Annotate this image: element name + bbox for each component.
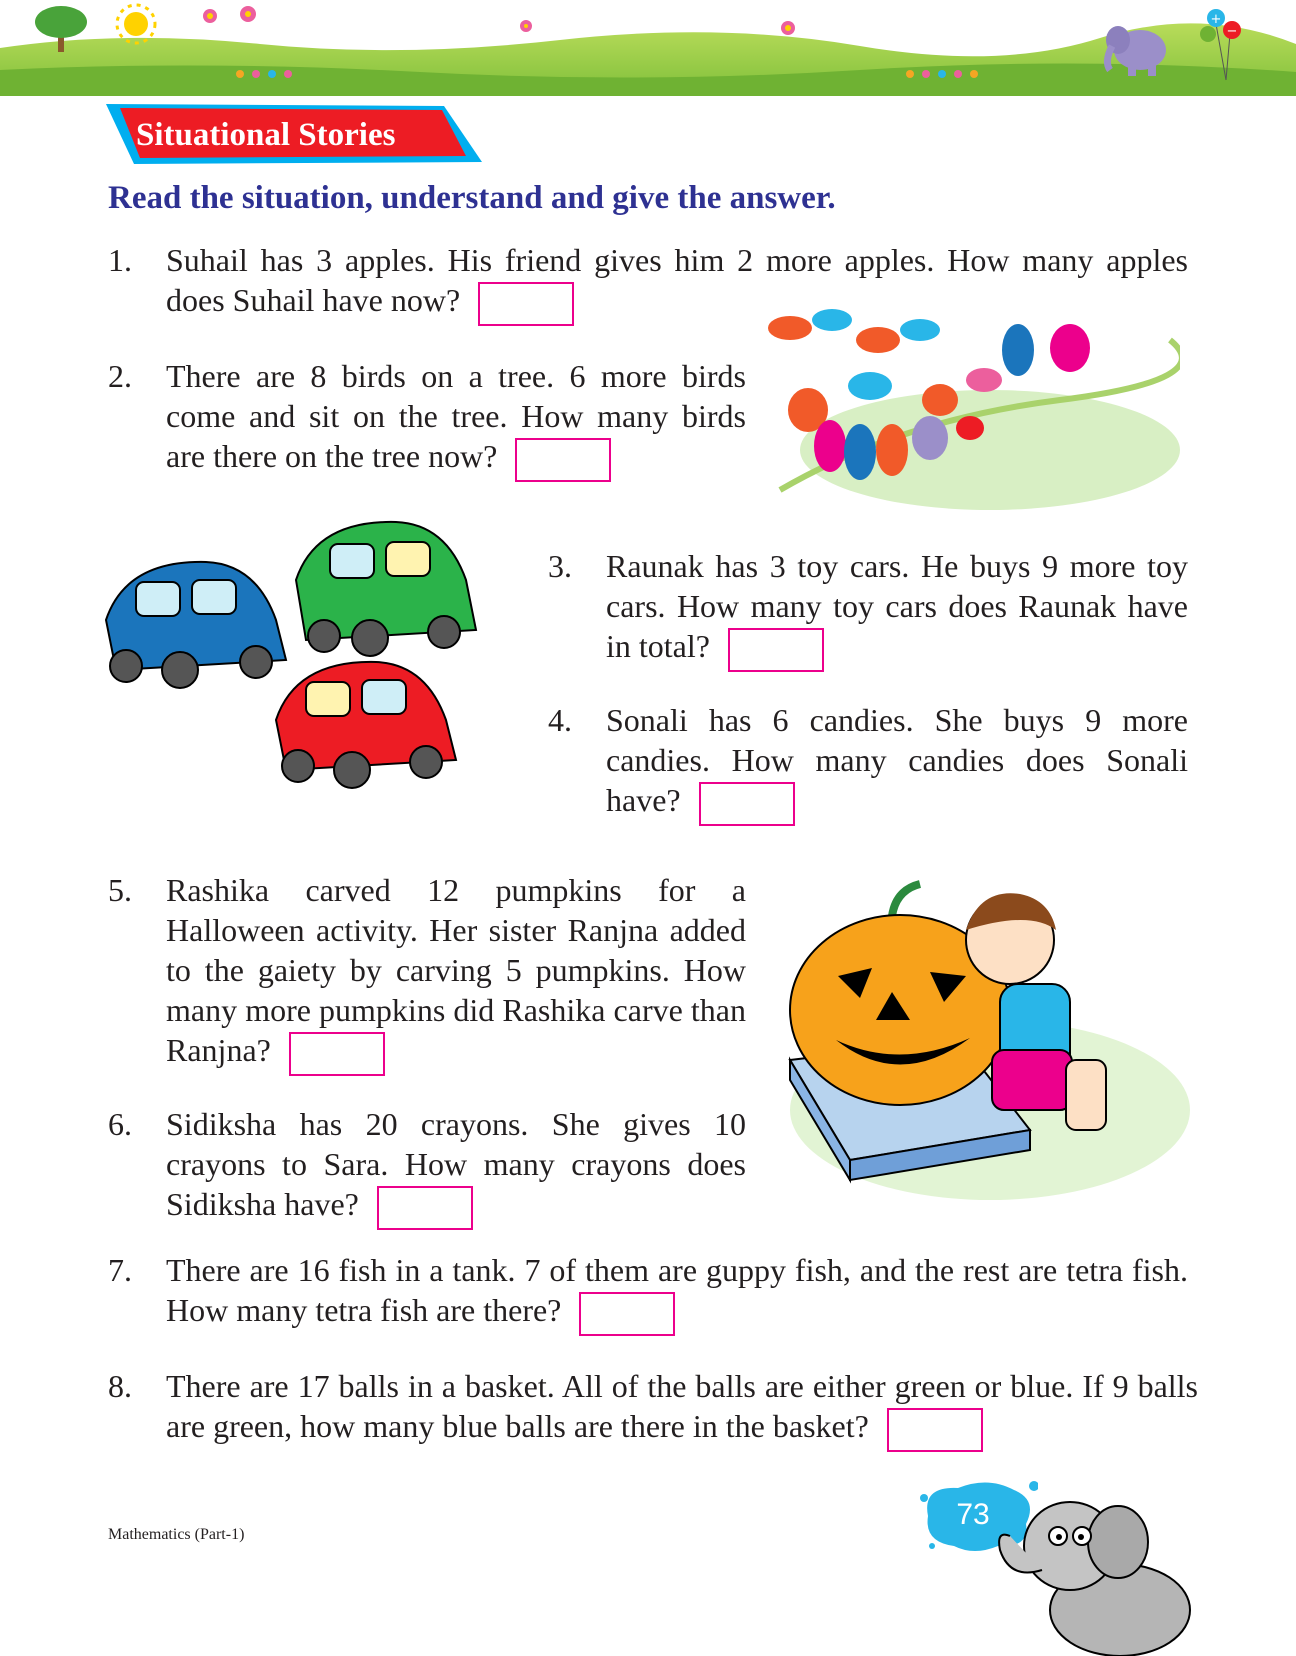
question-text: There are 16 fish in a tank. 7 of them are guppy fish, and the rest are tetra fish. How many tetra fish are there?	[166, 1252, 1188, 1328]
section-title: Situational Stories	[136, 117, 396, 153]
question-8	[108, 1366, 1198, 1452]
question-text: Sonali has 6 candies. She buys 9 more candies. How many candies does Sonali have?	[606, 702, 1188, 818]
page-number: 73	[956, 1498, 990, 1531]
question-number: 2.	[108, 358, 132, 394]
question-text: Suhail has 3 apples. His friend gives him 2 more apples. How many apples does Suhail have now?	[166, 242, 1188, 318]
book-title: Mathematics (Part-1)	[108, 1526, 245, 1543]
answer-box-4[interactable]	[699, 782, 795, 826]
question-text: There are 8 birds on a tree. 6 more birds come and sit on the tree. How many birds are there on the tree now?	[166, 358, 746, 474]
question-text: Rashika carved 12 pumpkins for a Halloween activity. Her sister Ranjna added to the gaiety by carving 5 pumpkins. How many more pumpkins did Rashika carve than Ranjna?	[166, 872, 746, 1068]
blue-car-icon	[106, 562, 286, 688]
answer-box-6[interactable]	[377, 1186, 473, 1230]
question-number: 6.	[108, 1106, 132, 1142]
question-6	[108, 1104, 746, 1230]
question-2	[108, 356, 746, 482]
question-number: 7.	[108, 1252, 132, 1288]
flower-icon	[203, 6, 795, 35]
answer-box-1[interactable]	[478, 282, 574, 326]
question-number: 5.	[108, 872, 132, 908]
instruction-heading: Read the situation, understand and give the answer.	[108, 180, 836, 216]
question-4	[548, 700, 1188, 826]
answer-box-5[interactable]	[289, 1032, 385, 1076]
sun-icon	[117, 5, 155, 43]
minus-sign: −	[1226, 24, 1238, 39]
birds-on-branch-illustration	[760, 300, 1180, 520]
elephant-mascot-illustration	[990, 1490, 1200, 1656]
answer-box-8[interactable]	[887, 1408, 983, 1452]
answer-box-7[interactable]	[579, 1292, 675, 1336]
boy-with-pumpkin-illustration	[780, 880, 1200, 1210]
header-meadow-banner	[0, 0, 1296, 96]
question-number: 8.	[108, 1368, 132, 1404]
question-7	[108, 1250, 1188, 1336]
question-number: 3.	[548, 548, 572, 584]
question-text: Sidiksha has 20 crayons. She gives 10 crayons to Sara. How many crayons does Sidiksha have?	[166, 1106, 746, 1222]
answer-box-2[interactable]	[515, 438, 611, 482]
question-text: Raunak has 3 toy cars. He buys 9 more toy cars. How many toy cars does Raunak have in total?	[606, 548, 1188, 664]
question-number: 4.	[548, 702, 572, 738]
question-3	[548, 546, 1188, 672]
green-car-icon	[296, 522, 476, 656]
answer-box-3[interactable]	[728, 628, 824, 672]
plus-sign: +	[1210, 12, 1222, 27]
question-5	[108, 870, 746, 1076]
red-car-icon	[276, 662, 456, 788]
question-text: There are 17 balls in a basket. All of the balls are either green or blue. If 9 balls are green, how many blue balls are there in the basket?	[166, 1368, 1198, 1444]
toy-cars-illustration	[96, 520, 516, 840]
question-number: 1.	[108, 242, 132, 278]
